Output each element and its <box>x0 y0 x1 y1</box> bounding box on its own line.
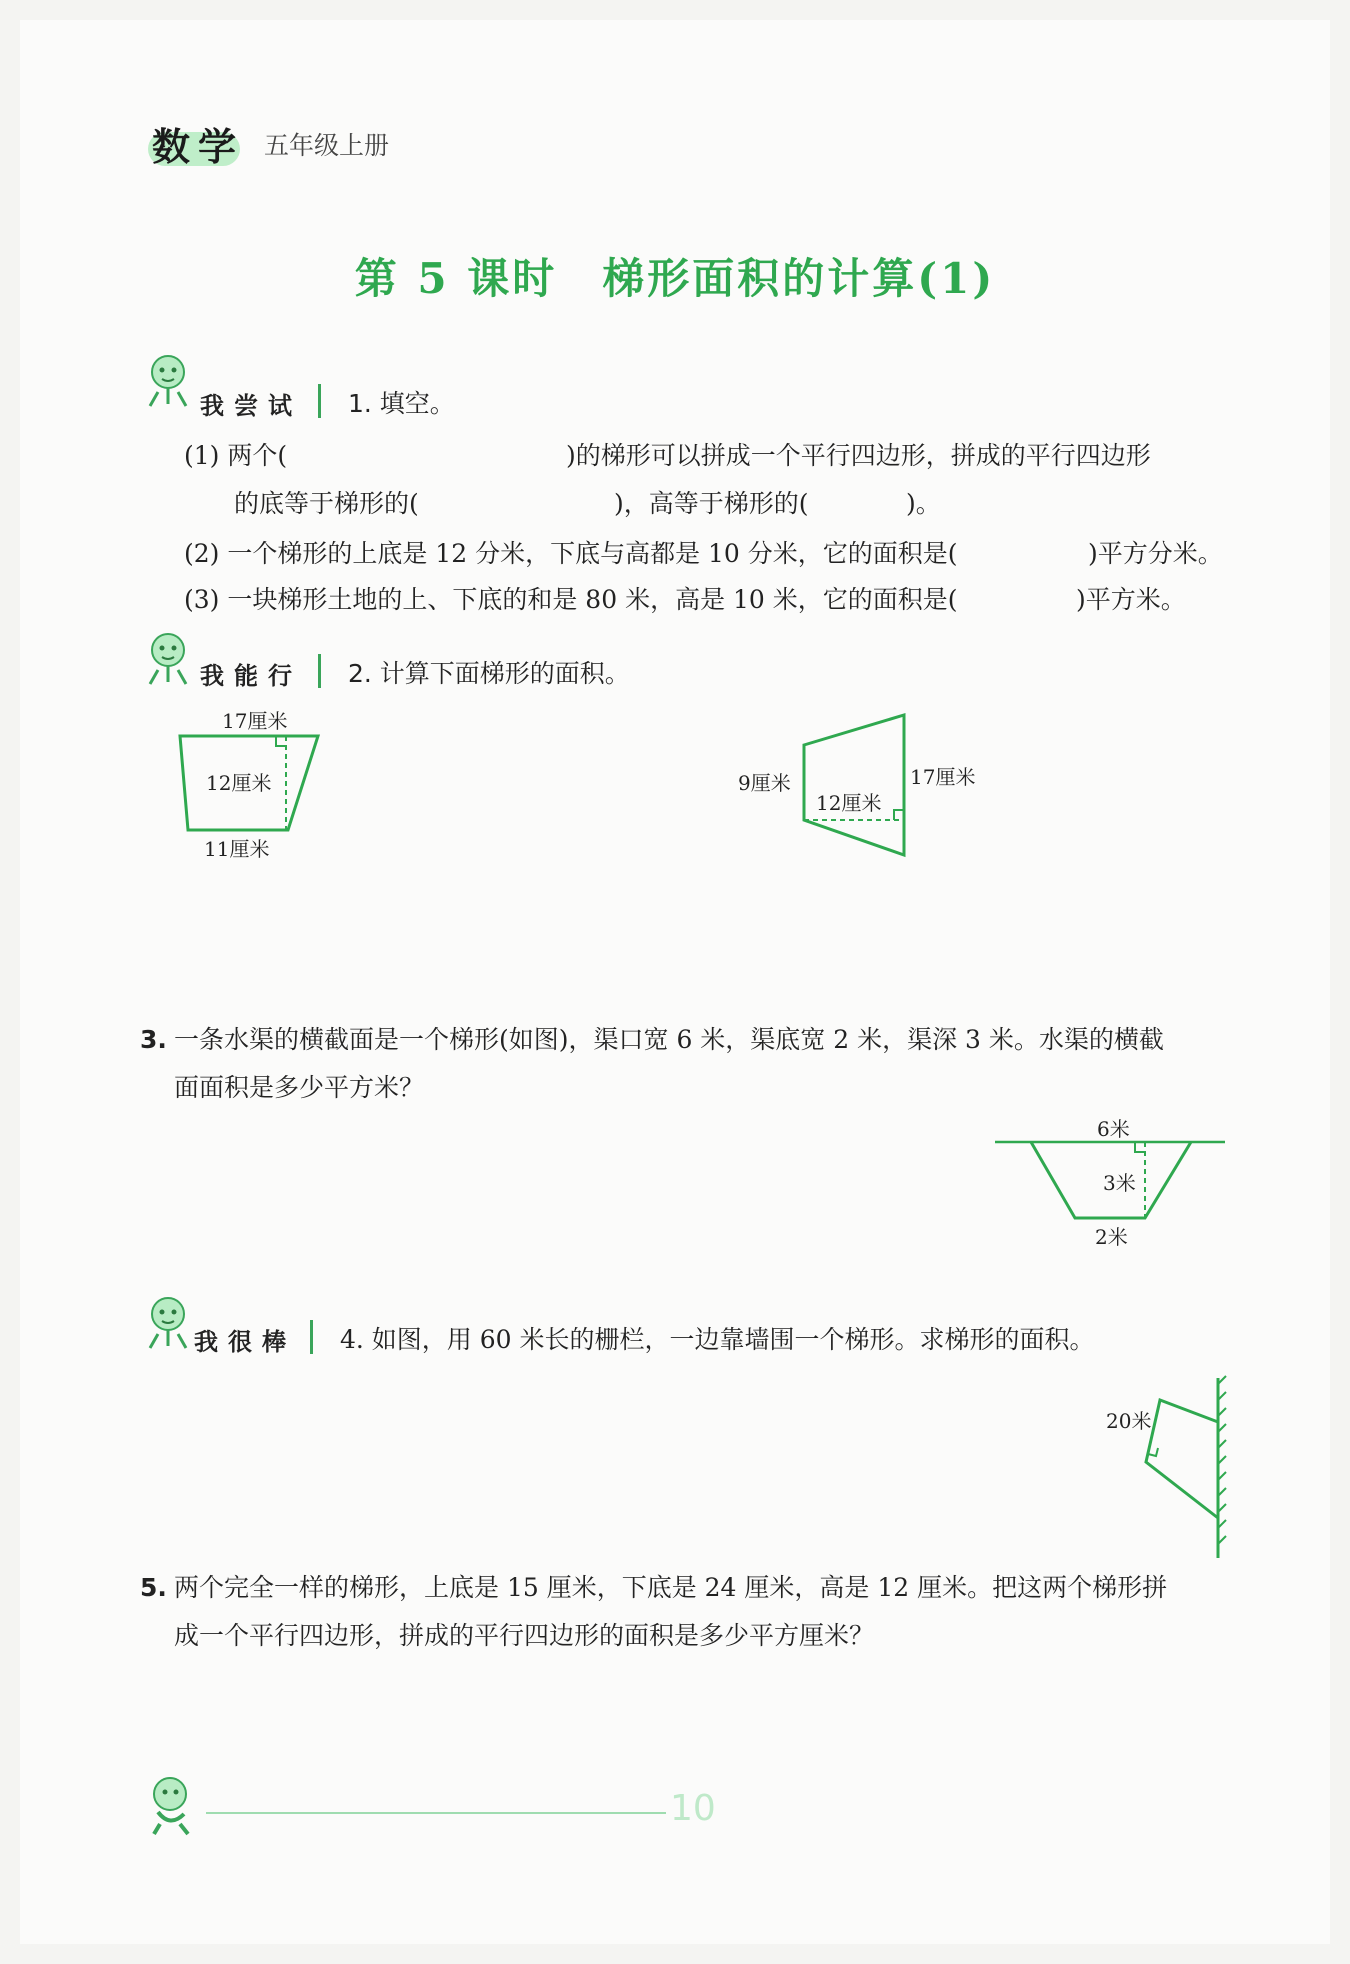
q3-text-line-1: 一条水渠的横截面是一个梯形(如图)，渠口宽 6 米，渠底宽 2 米，渠深 3 米。水渠的横截 <box>174 1025 1164 1054</box>
header-subject: 数学 <box>152 125 245 169</box>
cartoon-girl-icon <box>140 1290 200 1352</box>
q1-s3-part-a: (3) 一块梯形土地的上、下底的和是 80 米，高是 10 米，它的面积是( <box>184 585 958 614</box>
q2-title: 2. 计算下面梯形的面积。 <box>348 659 630 688</box>
q5-text-line-2: 成一个平行四边形，拼成的平行四边形的面积是多少平方厘米？ <box>174 1621 875 1650</box>
q1-s1-part-c: 的底等于梯形的( <box>234 489 419 518</box>
q3-text-line-2: 面面积是多少平方米？ <box>174 1073 425 1102</box>
cartoon-girl-icon <box>140 348 200 410</box>
q2-figure-1 <box>160 700 340 870</box>
section-badge-try: 我尝试 <box>200 392 302 420</box>
q3-channel-figure <box>995 1110 1235 1260</box>
q5-text-line-1: 两个完全一样的梯形，上底是 15 厘米，下底是 24 厘米，高是 12 厘米。把这两个梯形拼 <box>174 1573 1168 1602</box>
lesson-title: 第 5 课时 梯形面积的计算(1) <box>354 254 996 303</box>
q1-s1-part-e: )。 <box>906 489 941 518</box>
q2-figure-2 <box>730 705 1000 865</box>
fig2-height-label: 12厘米 <box>816 791 882 815</box>
cartoon-girl-icon <box>140 626 200 688</box>
q1-s1-part-d: )，高等于梯形的( <box>614 489 809 518</box>
fig1-height-label: 12厘米 <box>206 771 272 795</box>
q3-number: 3. <box>140 1025 167 1054</box>
fig2-left-label: 9厘米 <box>738 771 791 795</box>
q3-top-label: 6米 <box>1097 1117 1130 1141</box>
footer-line <box>206 1812 666 1814</box>
section-divider <box>318 384 321 418</box>
header-grade: 五年级上册 <box>264 131 390 160</box>
q1-s2-part-a: (2) 一个梯形的上底是 12 分米，下底与高都是 10 分米，它的面积是( <box>184 539 958 568</box>
cartoon-boy-icon <box>140 1768 210 1838</box>
q1-s3-part-b: )平方米。 <box>1076 585 1186 614</box>
q1-title: 1. 填空。 <box>348 389 455 418</box>
q1-s1-part-b: )的梯形可以拼成一个平行四边形，拼成的平行四边形 <box>566 441 1151 470</box>
q1-s1-part-a: (1) 两个( <box>184 441 288 470</box>
section-badge-can: 我能行 <box>200 662 302 690</box>
q3-depth-label: 3米 <box>1103 1171 1136 1195</box>
q3-bottom-label: 2米 <box>1095 1225 1128 1249</box>
q1-s2-part-b: )平方分米。 <box>1088 539 1223 568</box>
page-number: 10 <box>670 1788 716 1829</box>
fig2-right-label: 17厘米 <box>910 765 976 789</box>
q4-fence-figure <box>1100 1370 1230 1570</box>
q5-number: 5. <box>140 1573 167 1602</box>
q4-height-label: 20米 <box>1106 1409 1152 1433</box>
q4-text: 4. 如图，用 60 米长的栅栏，一边靠墙围一个梯形。求梯形的面积。 <box>340 1325 1095 1354</box>
section-divider <box>310 1320 313 1354</box>
section-badge-great: 我很棒 <box>194 1328 296 1356</box>
section-divider <box>318 654 321 688</box>
fig1-bottom-label: 11厘米 <box>204 837 270 861</box>
fig1-top-label: 17厘米 <box>222 709 288 733</box>
